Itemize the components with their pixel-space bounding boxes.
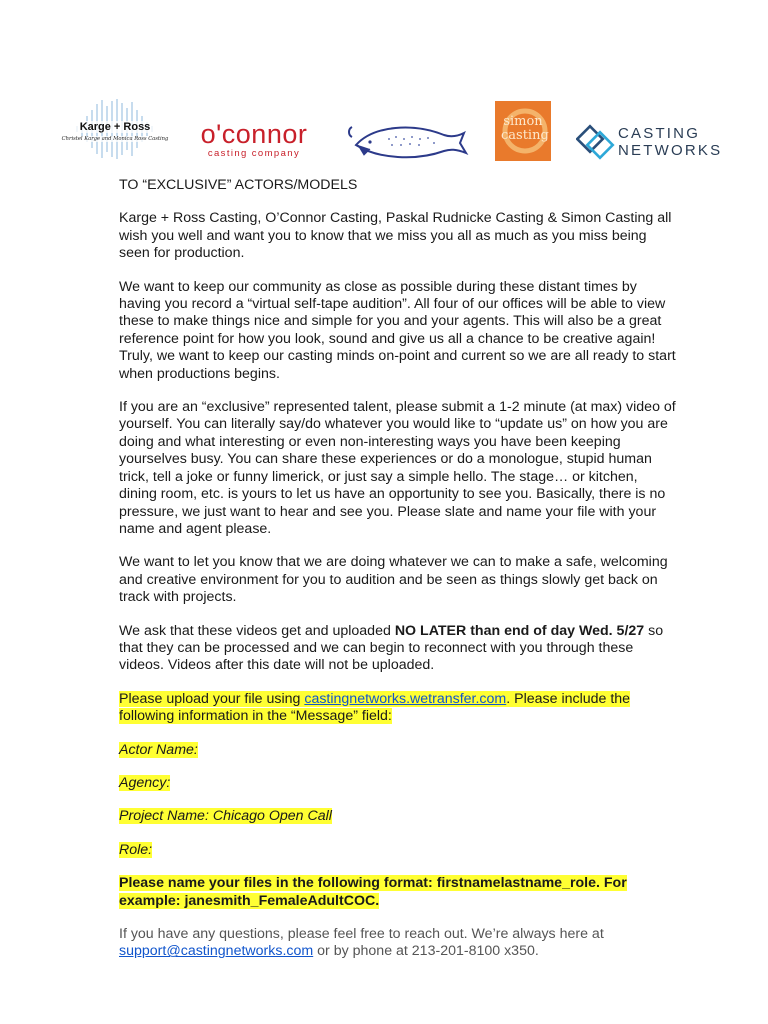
deadline-text-after: so that they can be processed and we can begin to reconnect with you through these videos. Videos after this date will not be uploaded. [119, 622, 664, 674]
support-email-link[interactable]: support@castingnetworks.com [119, 943, 314, 960]
casting-networks-line2: NETWORKS [618, 142, 723, 159]
oconnor-logo [180, 120, 330, 162]
field-role [119, 842, 679, 859]
fish-logo-icon [344, 115, 474, 165]
letter-heading: TO “EXCLUSIVE” ACTORS/MODELS [119, 177, 358, 193]
oconnor-logo-name: o'connor [200, 119, 308, 149]
field-agency-label: Agency: [119, 774, 171, 791]
oconnor-logo-tagline: casting company [207, 148, 301, 159]
paragraph-intro: Karge + Ross Casting, O’Connor Casting, Paskal Rudnicke Casting & Simon Casting all wish you well and want you to know that we miss you all as much as you miss being seen for production. [119, 210, 672, 262]
paskal-rudnicke-logo [344, 115, 474, 165]
contact-text-after: or by phone at 213-201-8100 x350. [313, 943, 539, 960]
simon-casting-logo-text: simon casting [501, 114, 549, 143]
field-project-name [119, 808, 679, 825]
karge-ross-logo [57, 98, 173, 160]
paragraph-submission: If you are an “exclusive” represented talent, please submit a 1-2 minute (at max) video of yourself. You can literally say/do whatever you would like to “update us” on how you are doing and what interesting or even non-interesting ways you have been keeping yourselves busy. You can share these experiences or do a monologue, stupid human trick, tell a joke or funny limerick, or just say a simple hello. The stage… or kitchen, dining room, etc. is yours to let us have an opportunity to see you. Basically, there is no pressure, we just want to hear and see you. Please slate and name your file with your name and agent please. [119, 399, 676, 537]
paragraph-upload [119, 691, 679, 726]
upload-text-after: . Please include the following information in the “Message” field: [119, 690, 631, 725]
letter-body [119, 177, 679, 977]
field-project-name-label: Project Name: Chicago Open Call [119, 808, 332, 825]
field-role-label: Role: [119, 841, 153, 858]
logo-banner [0, 0, 768, 170]
deadline-bold: NO LATER than end of day Wed. 5/27 [394, 622, 645, 639]
simon-casting-logo [495, 101, 551, 161]
karge-ross-logo-text: Karge + Ross [65, 121, 165, 133]
upload-text-before: Please upload your file using [119, 690, 305, 707]
karge-ross-logo-subtitle: Christel Karge and Monica Ross Casting [57, 136, 173, 142]
paragraph-contact [119, 926, 679, 961]
paragraph-deadline [119, 623, 679, 675]
paragraph-environment: We want to let you know that we are doing whatever we can to make a safe, welcoming and creative environment for you to audition and be seen as things slowly get back on track with projects. [119, 554, 668, 606]
casting-networks-diamond-icon [576, 122, 616, 162]
deadline-text-before: We ask that these videos get and uploaded [119, 622, 395, 639]
casting-networks-line1: CASTING [618, 125, 701, 142]
contact-text-before: If you have any questions, please feel free to reach out. We’re always here at [119, 926, 604, 942]
naming-instructions-text: Please name your files in the following format: firstnamelastname_role. For example: janesmith_FemaleAdultCOC. [119, 875, 627, 909]
wetransfer-link[interactable]: castingnetworks.wetransfer.com [304, 690, 507, 707]
field-agency [119, 775, 679, 792]
field-actor-name-label: Actor Name: [119, 741, 198, 758]
naming-instructions [119, 875, 679, 910]
casting-networks-logo [576, 120, 723, 162]
field-actor-name [119, 742, 679, 759]
paragraph-community: We want to keep our community as close as possible during these distant times by having you record a “virtual self-tape audition”. All four of our offices will be able to view these to make things nice and simple for you and your agents. This will also be a great reference point for how you look, sound and give us all a chance to be creative again! Truly, we want to keep our casting minds on-point and current so we are all ready to start when productions begins. [119, 278, 676, 382]
